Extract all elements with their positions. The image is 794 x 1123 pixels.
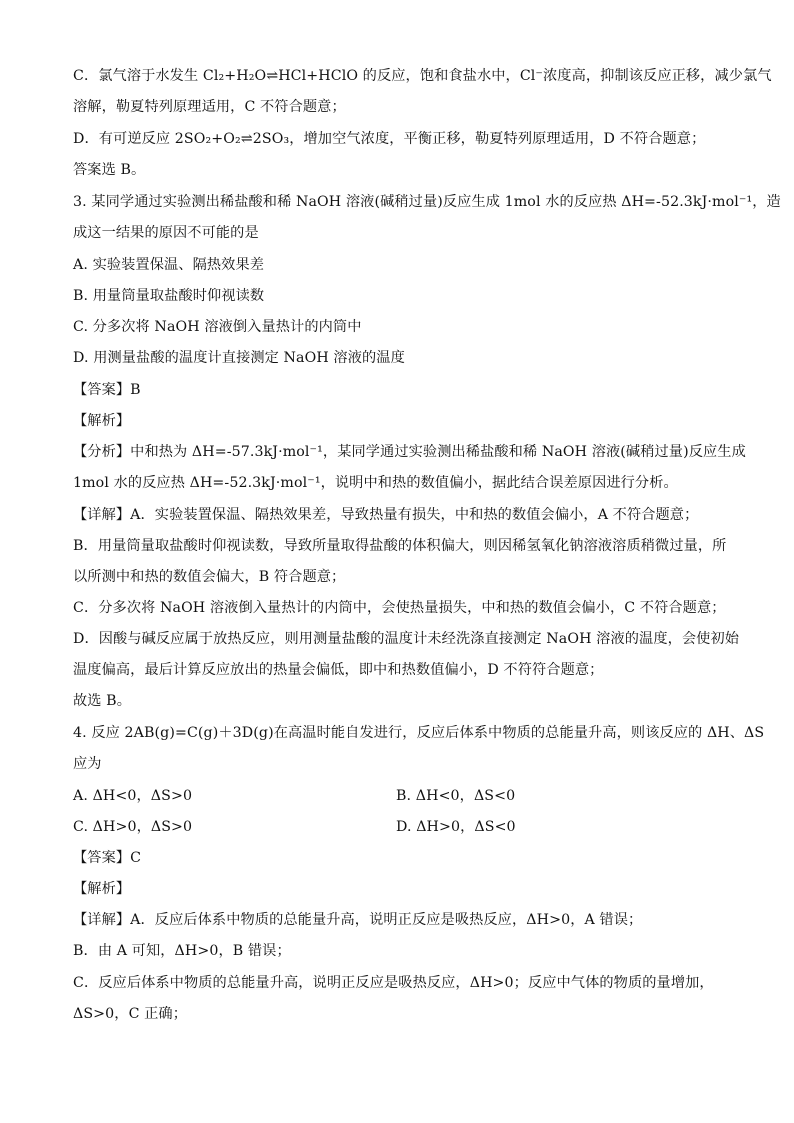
option-d: D. ΔH>0，ΔS<0 (396, 819, 516, 835)
option-d: D. 用测量盐酸的温度计直接测定 NaOH 溶液的温度 (73, 350, 405, 366)
question-4-stem: 4. 反应 2AB(g)=C(g)＋3D(g)在高温时能自发进行，反应后体系中物质的总能量升高，则该反应的 ΔH、ΔS (73, 725, 765, 741)
question-4-stem-cont: 应为 (73, 756, 102, 772)
detail-text: ΔS>0，C 正确； (73, 1006, 187, 1022)
text-line: D．有可逆反应 2SO₂+O₂⇌2SO₃，增加空气浓度，平衡正移，勒夏特列原理适用，D 不符合题意； (73, 131, 706, 147)
option-b: B. 用量筒量取盐酸时仰视读数 (73, 288, 265, 304)
detail-text: 温度偏高，最后计算反应放出的热量会偏低，即中和热数值偏小，D 不符符合题意； (73, 662, 604, 678)
detail-text: D．因酸与碱反应属于放热反应，则用测量盐酸的温度计未经洗涤直接测定 NaOH 溶液的温度，会使初始 (73, 631, 740, 647)
detail-text: B．用量筒量取盐酸时仰视读数，导致所量取得盐酸的体积偏大，则因稀氢氧化钠溶液溶质稍微过量，所 (73, 538, 727, 554)
detail-text: 以所测中和热的数值会偏大，B 符合题意； (73, 569, 346, 585)
detail-text: 【详解】A．反应后体系中物质的总能量升高，说明正反应是吸热反应，ΔH>0，A 错误； (73, 912, 643, 928)
option-a: A. 实验装置保温、隔热效果差 (73, 257, 265, 273)
option-c: C. 分多次将 NaOH 溶液倒入量热计的内筒中 (73, 319, 362, 335)
detail-text: 【详解】A．实验装置保温、隔热效果差，导致热量有损失，中和热的数值会偏小，A 不符合题意； (73, 507, 699, 523)
option-a: A. ΔH<0，ΔS>0 (73, 788, 193, 804)
detail-text: B．由 A 可知，ΔH>0，B 错误； (73, 943, 291, 959)
answer-label: 【答案】C (73, 850, 142, 866)
text-line: C．氯气溶于水发生 Cl₂+H₂O⇌HCl+HClO 的反应，饱和食盐水中，Cl⁻浓度高，抑制该反应正移，减少氯气 (73, 68, 772, 84)
question-3-stem-cont: 成这一结果的原因不可能的是 (73, 225, 259, 241)
question-3-stem: 3. 某同学通过实验测出稀盐酸和稀 NaOH 溶液(碱稍过量)反应生成 1mol 水的反应热 ΔH=-52.3kJ·mol⁻¹，造 (73, 194, 781, 210)
detail-text: C．分多次将 NaOH 溶液倒入量热计的内筒中，会使热量损失，中和热的数值会偏小，C 不符合题意； (73, 600, 726, 616)
option-c: C. ΔH>0，ΔS>0 (73, 819, 193, 835)
text-line: 溶解，勒夏特列原理适用，C 不符合题意； (73, 99, 346, 115)
analysis-text: 【分析】中和热为 ΔH=-57.3kJ·mol⁻¹，某同学通过实验测出稀盐酸和稀 NaOH 溶液(碱稍过量)反应生成 (73, 444, 746, 460)
conclusion-text: 故选 B。 (73, 693, 131, 709)
analysis-text: 1mol 水的反应热 ΔH=-52.3kJ·mol⁻¹，说明中和热的数值偏小，据此结合误差原因进行分析。 (73, 475, 678, 491)
text-line: 答案选 B。 (73, 162, 146, 178)
analysis-heading: 【解析】 (73, 413, 131, 429)
answer-label: 【答案】B (73, 382, 141, 398)
option-b: B. ΔH<0，ΔS<0 (396, 788, 516, 804)
analysis-heading: 【解析】 (73, 881, 131, 897)
detail-text: C．反应后体系中物质的总能量升高，说明正反应是吸热反应，ΔH>0；反应中气体的物质的量增加， (73, 975, 714, 991)
